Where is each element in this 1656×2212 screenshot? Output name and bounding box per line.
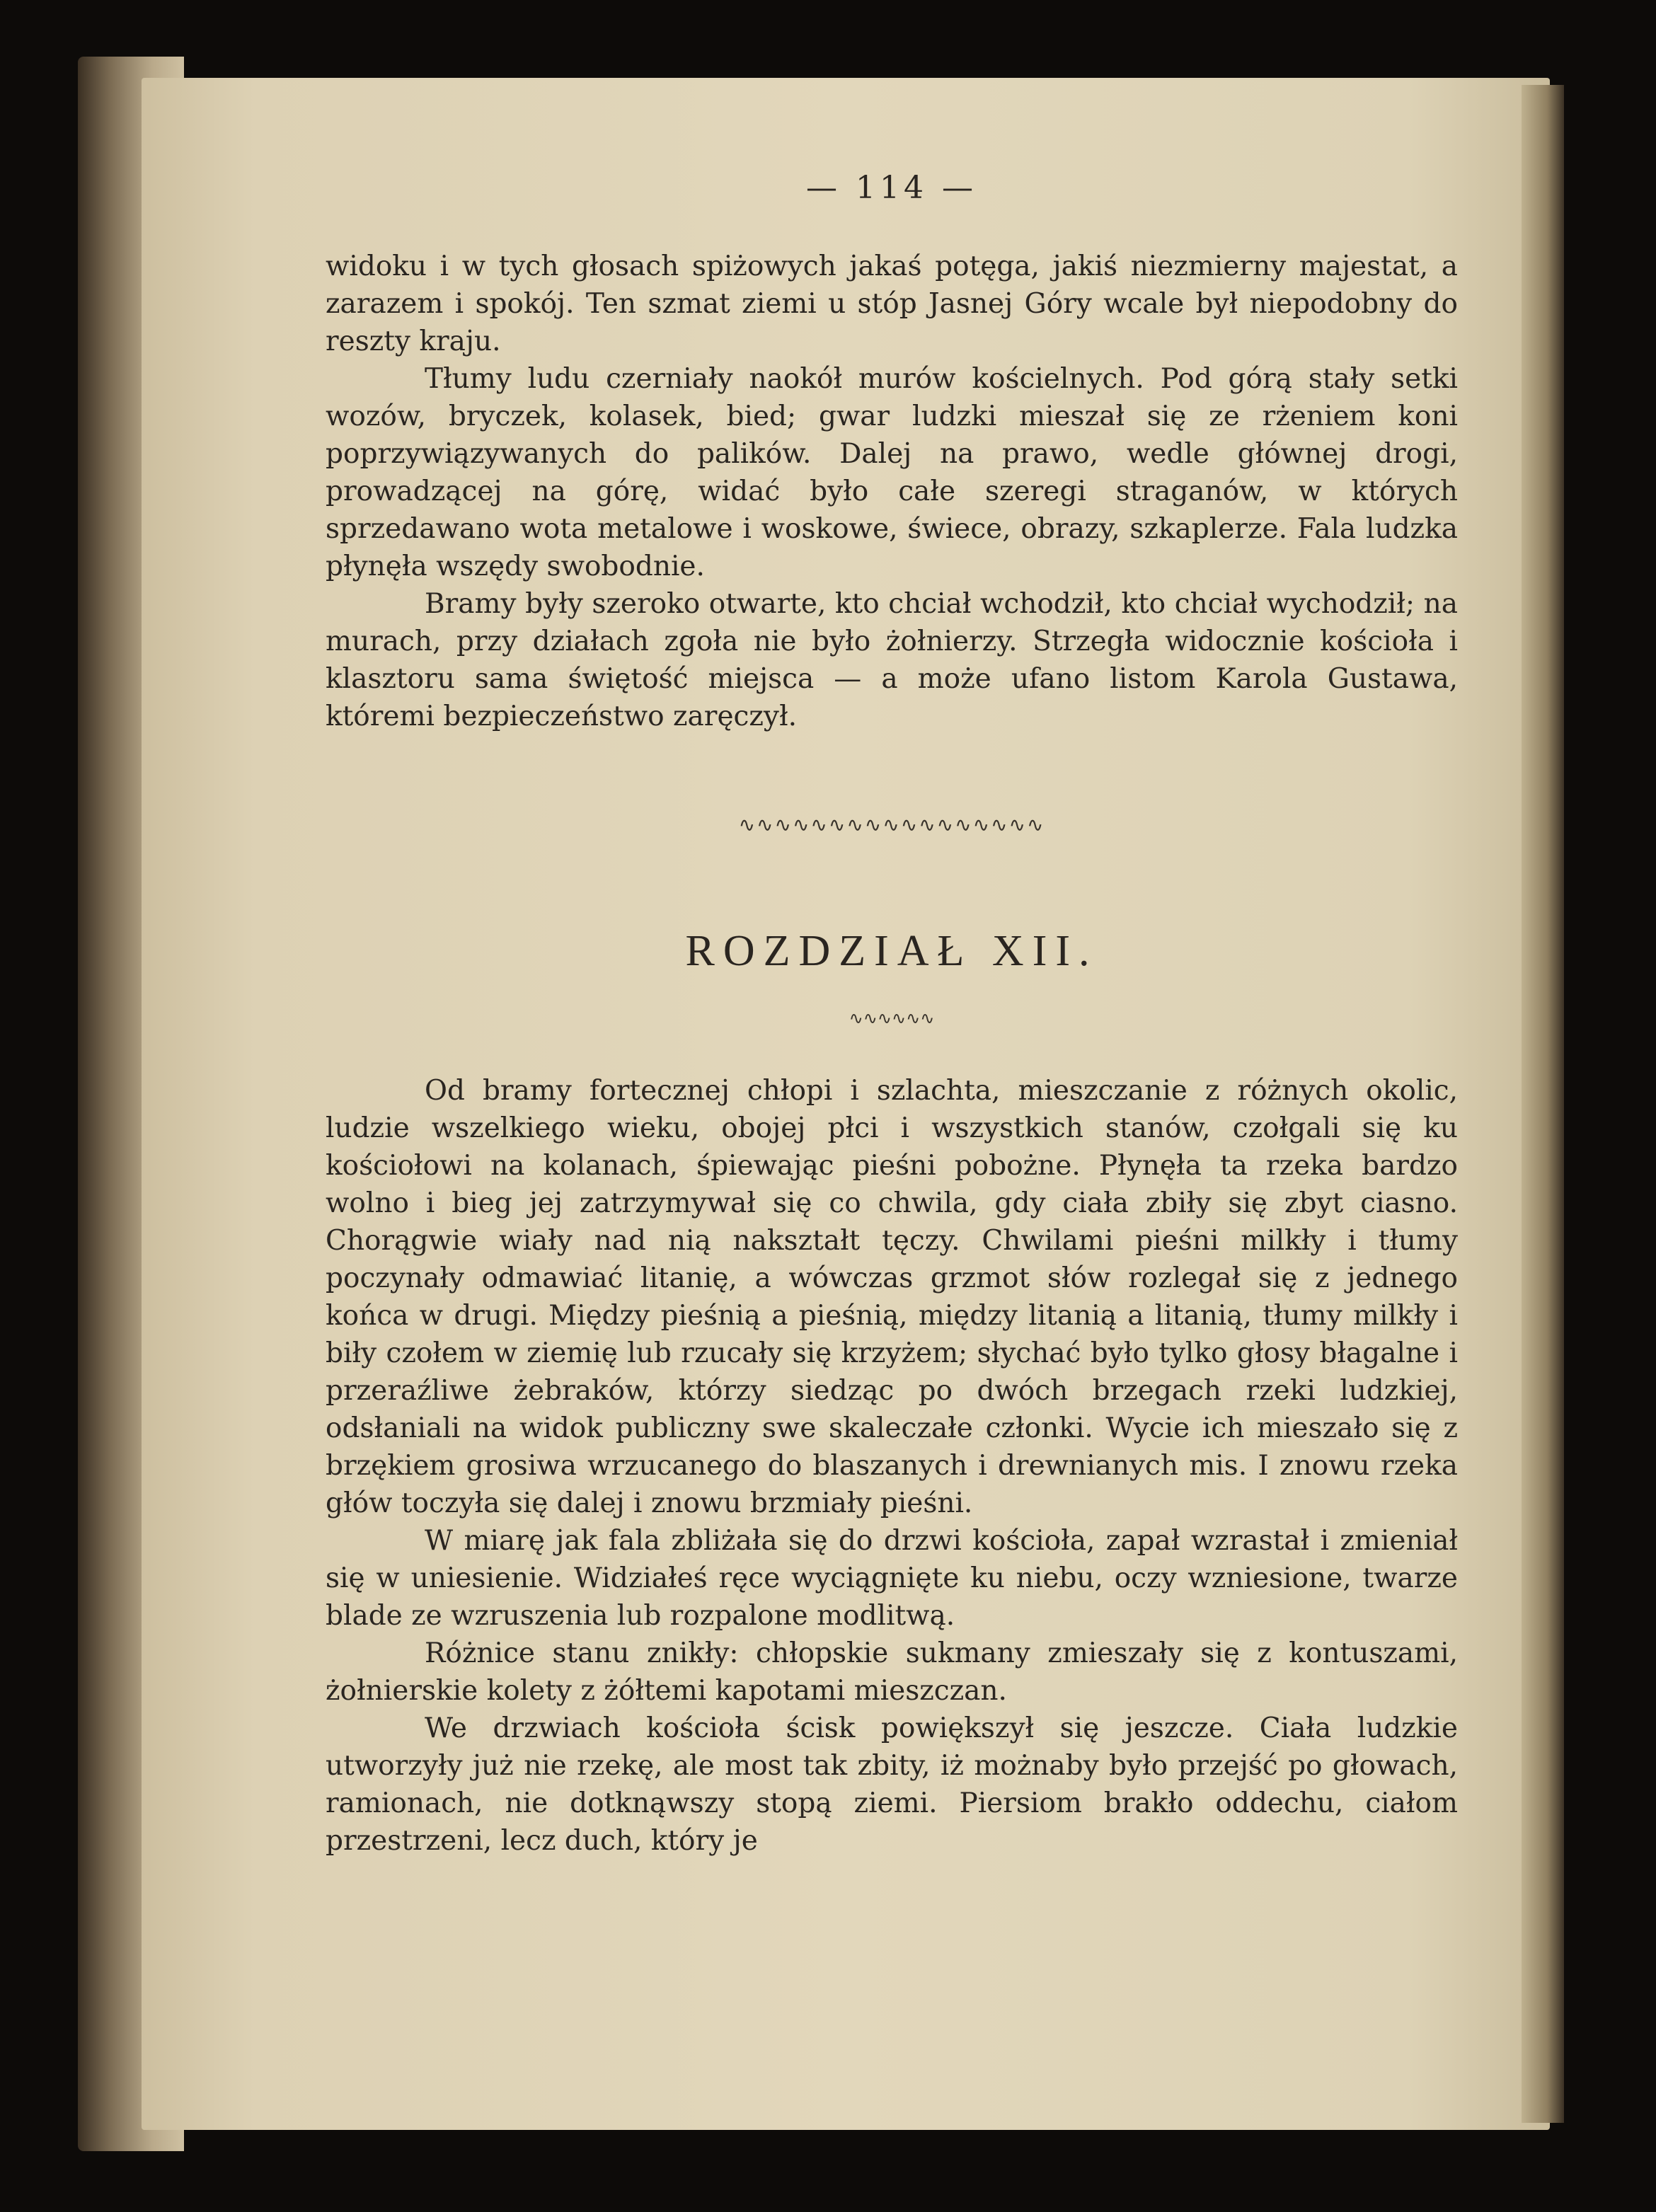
opening-paragraph: widoku i w tych głosach spiżowych jakaś potęga, jakiś niezmierny majestat, a zarazem i spokój. Ten szmat ziemi u stóp Jasnej Góry wcale był niepodobny do reszty kraju. (326, 250, 1458, 357)
page-number: — 114 — (806, 170, 977, 206)
book-spine-edge (1522, 85, 1564, 2123)
ornament-divider: ∿∿∿∿∿∿∿∿∿∿∿∿∿∿∿∿∿ (738, 813, 1045, 836)
page-text-block (326, 170, 1458, 1860)
chapter-paragraph-procession: Od bramy fortecznej chłopi i szlachta, mieszczanie z różnych okolic, ludzie wszelkiego wieku, obojej płci i wszystkich stanów, czołgali się ku kościołowi na kolanach, śpiewając pieśni pobożne. Płynęła ta rzeka bardzo wolno i bieg jej zatrzymywał się co chwila, gdy ciała zbiły się zbyt ciasno. Chorągwie wiały nad nią nakształt tęczy. Chwilami pieśni milkły i tłumy poczynały odmawiać litanię, a wówczas grzmot słów rozlegał się z jednego końca w drugi. Między pieśnią a pieśnią, między litanią a litanią, tłumy milkły i biły czołem w ziemię lub rzucały się krzyżem; słychać było tylko głosy błagalne i przeraźliwe żebraków, którzy siedząc po dwóch brzegach rzeki ludzkiej, odsłaniali na widok publiczny swe skaleczałe członki. Wycie ich mieszało się z brzękiem grosiwa wrzucanego do blaszanych i drewnianych mis. I znowu rzeka głów toczyła się dalej i znowu brzmiały pieśni. (326, 1075, 1458, 1519)
chapter-paragraph-doors: We drzwiach kościoła ścisk powiększył się jeszcze. Ciała ludzkie utworzyły już nie rzekę, ale most tak zbity, iż możnaby było przejść po głowach, ramionach, nie dotknąwszy stopą ziemi. Piersiom brakło oddechu, ciałom przestrzeni, lecz duch, który je (326, 1712, 1458, 1857)
paragraph-crowds: Tłumy ludu czerniały naokół murów kościelnych. Pod górą stały setki wozów, bryczek, kolasek, bied; gwar ludzki mieszał się ze rżeniem koni poprzywiązywanych do palików. Dalej na prawo, wedle głównej drogi, prowadzącej na górę, widać było całe szeregi straganów, w których sprzedawano wota metalowe i woskowe, świece, obrazy, szkaplerze. Fala ludzka płynęła wszędy swobodnie. (326, 363, 1458, 582)
paragraph-gates: Bramy były szeroko otwarte, kto chciał wchodził, kto chciał wychodził; na murach, przy działach zgoła nie było żołnierzy. Strzegła widocznie kościoła i klasztoru sama świętość miejsca — a może ufano listom Karola Gustawa, któremi bezpieczeństwo zaręczył. (326, 588, 1458, 732)
chapter-paragraph-fervor: W miarę jak fala zbliżała się do drzwi kościoła, zapał wzrastał i zmieniał się w uniesienie. Widziałeś ręce wyciągnięte ku niebu, oczy wzniesione, twarze blade ze wzruszenia lub rozpalone modlitwą. (326, 1525, 1458, 1632)
chapter-ornament: ∿∿∿∿∿∿ (849, 1008, 935, 1028)
chapter-paragraph-estates: Różnice stanu znikły: chłopskie sukmany zmieszały się z kontuszami, żołnierskie kolety z żółtemi kapotami mieszczan. (326, 1637, 1458, 1707)
chapter-title: ROZDZIAŁ XII. (685, 927, 1098, 975)
